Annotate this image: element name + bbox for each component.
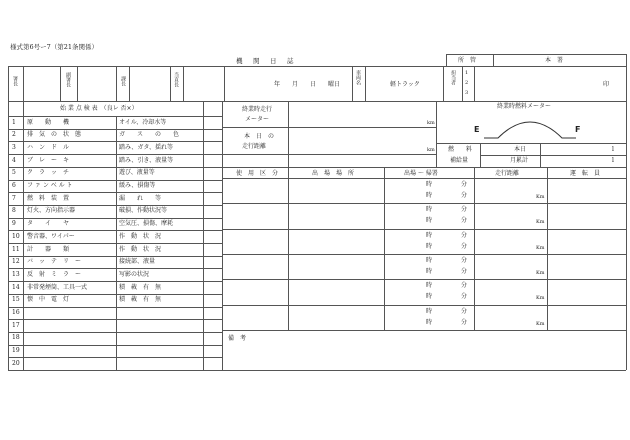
inspection-check-point: 踏み、ガタ、揺れ等 [119,143,174,151]
shokan-value: 本 署 [545,57,564,64]
inspection-row-number: 14 [12,283,20,291]
fuel-meter-label: 終業時燃料メーター [497,103,552,110]
inspection-item: 灯火、方向指示器 [27,207,76,215]
hour-label: 時 [426,231,433,239]
usage-header-driver: 運 転 員 [570,170,601,177]
form-number: 様式第6号ー7（第21条関係） [10,43,99,51]
usage-header-location: 出 場 場 所 [312,170,355,177]
inspection-item: フ ァ ン ベ ル ト [27,182,73,189]
inspection-item: バ ッ テ リ ー [27,258,82,266]
inspection-item: 計 器 類 [27,245,70,253]
inspection-row-number: 7 [12,194,16,202]
inspection-check-point: オイル、冷却水等 [119,118,167,126]
daily-distance-label-2: 走行距離 [242,143,267,150]
tanto-number-1: 1 [465,70,469,76]
inspection-check-point: 作 動 状 況 [119,232,162,240]
inspection-row-number: 8 [12,207,16,215]
inspection-check-point: 空気圧、損傷、摩耗 [119,220,174,228]
shokan-label: 所 管 [458,57,477,64]
inspection-row-number: 12 [12,258,20,266]
inspection-header: 始 業 点 検 表 （良レ 否×） [60,105,138,112]
role-label-duty-chief: 当直長 [173,72,179,87]
gauge-full-mark: F [575,125,581,134]
inspection-row-number: 16 [12,309,20,316]
inspection-check-point: 漏 れ 等 [119,194,162,202]
inspection-item: ブ レ ー キ [27,156,70,164]
date-label: 年 月 日 曜日 [274,81,341,88]
gauge-empty-mark: E [474,125,480,134]
inspection-row-number: 2 [12,131,16,139]
vehicle-name: 軽トラック [390,81,420,88]
daily-distance-label-1: 本 日 の [244,133,275,140]
inspection-item: 排 気 の 状 態 [27,131,82,139]
distance-unit: Km [536,269,545,276]
inspection-row-number: 3 [12,143,16,151]
inspection-item: 懐 中 電 灯 [27,296,70,304]
minute-label: 分 [461,181,468,188]
inspection-item: 原 動 機 [27,118,70,126]
inspection-item: ハ ン ド ル [27,143,70,151]
distance-unit: Km [536,194,545,200]
inspection-item: ク ラ ッ チ [27,169,70,177]
fuel-month-unit: l [612,157,614,164]
inspection-check-point: 作 動 状 況 [119,245,162,253]
minute-label: 分 [461,231,468,239]
inspection-check-point: 写影の状況 [119,270,150,278]
refuel-label: 補給量 [450,157,469,164]
inspection-item: 燃 料 装 置 [27,194,70,202]
inspection-row-number: 18 [12,334,20,342]
inspection-row-number: 10 [12,232,20,240]
fuel-gauge-arc [470,112,590,142]
minute-label: 分 [461,256,468,264]
inspection-check-point: 踏み、引き、液量等 [119,156,174,164]
hour-label: 時 [426,307,433,315]
distance-unit: Km [536,295,545,302]
distance-unit: Km [536,219,545,226]
inspection-row-number: 5 [12,169,16,177]
inspection-row-number: 15 [12,296,20,304]
minute-label: 分 [461,307,468,315]
seal: 印 [603,81,610,88]
page-title: 機 関 日 誌 [236,57,296,65]
inspection-row-number: 9 [12,220,16,228]
inspection-row-number: 20 [12,359,20,367]
end-meter-label-2: メーター [245,116,270,123]
inspection-row-number: 17 [12,321,20,329]
hour-label: 時 [426,293,433,301]
fuel-today-label: 本日 [514,146,527,153]
role-label-vice-chief: 副署長 [65,72,71,87]
hour-label: 時 [426,318,433,326]
inspection-check-point: 緩み、損傷等 [119,182,156,189]
hour-label: 時 [426,282,433,290]
minute-label: 分 [461,242,468,250]
usage-header-category: 使 用 区 分 [236,170,279,177]
minute-label: 分 [461,318,468,326]
vehicle-name-label: 車両名 [355,70,361,85]
role-label-chief: 署長 [12,76,18,86]
inspection-check-point: 積 載 有 無 [119,283,162,291]
minute-label: 分 [461,217,468,225]
hour-label: 時 [426,256,433,264]
hour-label: 時 [426,217,433,225]
inspection-item: 警音器、ワイパー [27,232,75,240]
minute-label: 分 [461,293,468,301]
end-meter-unit: km [427,120,435,126]
usage-header-distance: 走行距離 [495,170,520,177]
hour-label: 時 [426,206,433,214]
inspection-row-number: 1 [12,118,16,126]
inspection-row-number: 13 [12,270,20,278]
minute-label: 分 [461,267,468,275]
daily-distance-unit: km [427,147,435,153]
inspection-check-point: 積 載 有 無 [119,296,162,304]
minute-label: 分 [461,282,468,290]
distance-unit: Km [536,244,545,251]
inspection-row-number: 11 [12,245,20,253]
inspection-check-point: 破損、作動状況等 [119,207,168,215]
end-meter-label-1: 終業時走行 [242,106,273,113]
fuel-month-label: 月累計 [510,157,529,164]
inspection-check-point: 遊び、液量等 [119,169,155,177]
inspection-row-number: 4 [12,156,16,164]
role-label-section-chief: 課長 [120,76,126,86]
inspection-item: 反 射 ミ ラ ー [27,270,82,278]
inspection-check-point: ガ ス の 色 [119,131,180,139]
fuel-label: 燃 料 [448,146,473,153]
tanto-number-3: 3 [465,90,469,96]
inspection-row-number: 19 [12,347,20,355]
minute-label: 分 [461,206,468,214]
inspection-item: タ イ ヤ [27,220,70,228]
usage-header-time: 出場 ～ 帰署 [404,170,438,177]
inspection-item: 非常発煙筒、工具一式 [27,283,88,291]
fuel-today-unit: l [612,146,614,153]
hour-label: 時 [426,192,433,199]
distance-unit: Km [536,320,545,327]
tanto-number-2: 2 [465,80,469,86]
inspection-row-number: 6 [12,182,16,189]
inspection-check-point: 接続部、液量 [119,258,156,266]
minute-label: 分 [461,192,468,199]
remarks-label: 備 考 [228,335,247,342]
hour-label: 時 [426,242,433,250]
hour-label: 時 [426,267,433,275]
hour-label: 時 [426,181,433,188]
tanto-label: 担当者 [450,70,456,85]
